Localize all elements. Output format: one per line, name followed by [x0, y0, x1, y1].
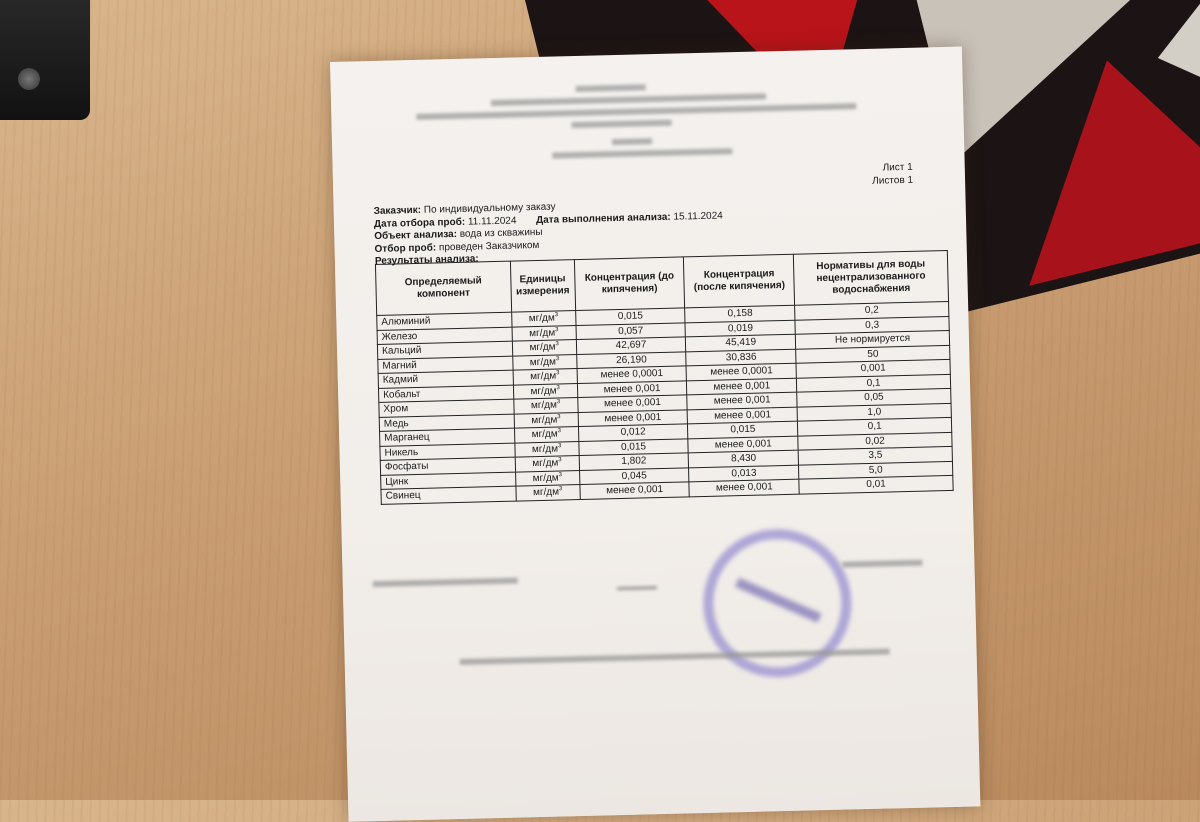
- cell-component: Свинец: [381, 486, 516, 504]
- cell-units: [515, 441, 579, 457]
- cell-before-boiling: менее 0,001: [577, 395, 687, 412]
- cell-units: [511, 311, 575, 327]
- cell-before-boiling: 0,045: [579, 467, 689, 484]
- unit-text: мг/дм: [530, 370, 557, 383]
- cell-before-boiling: 42,697: [576, 337, 686, 354]
- cell-after-boiling: 45,419: [686, 334, 796, 351]
- cell-component: Медь: [379, 414, 514, 432]
- blurred-header-line: [552, 148, 732, 158]
- signature: [616, 568, 657, 590]
- device-knob: [18, 68, 40, 90]
- cell-norm: 0,2: [795, 301, 949, 319]
- cell-before-boiling: 0,057: [576, 322, 686, 339]
- cell-units: [512, 354, 576, 370]
- cell-norm: Не нормируется: [795, 330, 949, 348]
- unit-superscript: 3: [556, 399, 561, 406]
- cell-norm: 0,01: [799, 475, 953, 493]
- blurred-header-line: [416, 103, 856, 120]
- cell-component: Марганец: [380, 428, 515, 446]
- cell-units: [513, 369, 577, 385]
- header-component: Определяемый компонент: [375, 261, 511, 315]
- cell-after-boiling: менее 0,001: [687, 392, 797, 409]
- unit-text: мг/дм: [529, 356, 557, 368]
- cell-units: [515, 470, 579, 486]
- cell-after-boiling: менее 0,001: [688, 436, 798, 453]
- unit-text: мг/дм: [530, 399, 558, 412]
- cell-after-boiling: 0,019: [685, 320, 795, 337]
- cell-before-boiling: менее 0,001: [580, 482, 690, 499]
- cell-before-boiling: 0,015: [578, 438, 688, 455]
- customer-value: По индивидуальному заказу: [423, 201, 556, 216]
- cell-norm: 5,0: [799, 461, 953, 479]
- cell-before-boiling: менее 0,001: [578, 409, 688, 426]
- cell-before-boiling: 0,012: [578, 424, 688, 441]
- unit-superscript: 3: [557, 428, 561, 435]
- unit-text: мг/дм: [529, 327, 556, 339]
- cell-after-boiling: менее 0,001: [688, 407, 798, 424]
- cell-norm: 1,0: [797, 403, 951, 421]
- sampling-value: проведен Заказчиком: [438, 239, 540, 253]
- unit-text: мг/дм: [528, 312, 555, 325]
- cell-norm: 0,001: [796, 359, 950, 377]
- sample-date-label: Дата отбора проб:: [373, 216, 466, 230]
- unit-text: мг/дм: [531, 428, 558, 441]
- cell-norm: 0,3: [795, 316, 949, 334]
- unit-superscript: 3: [556, 370, 560, 377]
- unit-text: мг/дм: [531, 414, 558, 426]
- unit-text: мг/дм: [531, 443, 559, 455]
- cell-after-boiling: менее 0,001: [687, 378, 797, 395]
- cell-units: [515, 456, 579, 472]
- blurred-signer-name: [842, 560, 922, 568]
- cell-norm: 0,05: [797, 388, 951, 406]
- sample-date-value: 11.11.2024: [467, 214, 517, 228]
- cell-component: Железо: [377, 327, 512, 345]
- cell-after-boiling: менее 0,001: [689, 479, 799, 496]
- results-table: [375, 250, 954, 504]
- cell-before-boiling: 1,802: [579, 453, 689, 470]
- cell-component: Никель: [380, 443, 515, 461]
- cell-component: Кальций: [377, 341, 512, 359]
- unit-superscript: 3: [557, 413, 561, 420]
- blurred-header-line: [572, 120, 672, 128]
- cell-before-boiling: менее 0,0001: [577, 366, 687, 383]
- blurred-header-line: [576, 84, 646, 92]
- unit-superscript: 3: [558, 486, 563, 493]
- cell-component: Фосфаты: [380, 457, 515, 475]
- cell-after-boiling: 30,836: [686, 349, 796, 366]
- sheet-number: [872, 161, 913, 188]
- table-body: [377, 301, 953, 503]
- cell-component: Кадмий: [378, 370, 513, 388]
- object-value: вода из скважины: [459, 226, 543, 240]
- unit-superscript: 3: [556, 384, 560, 391]
- sampling-label: Отбор проб:: [374, 241, 437, 255]
- unit-superscript: 3: [558, 457, 562, 464]
- unit-text: мг/дм: [532, 486, 560, 499]
- blurred-header-line: [491, 93, 766, 106]
- header-units: Единицы измерения: [510, 260, 575, 313]
- unit-superscript: 3: [555, 326, 559, 334]
- electronic-device: [0, 0, 90, 120]
- cell-component: Алюминий: [377, 312, 512, 330]
- cell-units: [512, 340, 576, 356]
- cell-after-boiling: 0,013: [689, 465, 799, 482]
- cell-component: Магний: [378, 356, 513, 374]
- cell-norm: 0,1: [798, 417, 952, 435]
- unit-superscript: 3: [558, 471, 563, 478]
- cell-units: [512, 325, 576, 341]
- cell-units: [513, 383, 577, 399]
- results-label: Результаты анализа:: [374, 253, 479, 267]
- cell-component: Кобальт: [378, 385, 513, 403]
- header-before-boiling: Концентрация (до кипячения): [574, 257, 685, 311]
- cell-norm: 0,02: [798, 432, 952, 450]
- unit-superscript: 3: [555, 341, 559, 348]
- cell-after-boiling: 0,158: [685, 305, 795, 322]
- cell-units: [514, 427, 578, 443]
- analysis-date-label: Дата выполнения анализа:: [535, 211, 671, 226]
- cell-component: Хром: [379, 399, 514, 417]
- sheets-total-label: Листов 1: [872, 174, 914, 187]
- blurred-header-line: [612, 138, 652, 145]
- unit-text: мг/дм: [532, 472, 559, 484]
- cell-before-boiling: менее 0,001: [577, 380, 687, 397]
- cell-before-boiling: 26,190: [576, 351, 686, 368]
- unit-text: мг/дм: [529, 341, 556, 354]
- header-norms: Нормативы для воды нецентрализованного водоснабжения: [794, 250, 949, 305]
- cell-after-boiling: менее 0,0001: [686, 363, 796, 380]
- lab-report-sheet: [330, 47, 980, 822]
- cell-after-boiling: 0,015: [688, 421, 798, 438]
- cell-norm: 50: [796, 345, 950, 363]
- cell-after-boiling: 8,430: [689, 450, 799, 467]
- blurred-signer-position: [373, 578, 518, 588]
- cell-before-boiling: 0,015: [575, 308, 685, 325]
- analysis-date-value: 15.11.2024: [673, 209, 723, 223]
- cell-norm: 3,5: [798, 446, 952, 464]
- sheet-label: Лист 1: [882, 161, 913, 174]
- unit-text: мг/дм: [532, 457, 559, 470]
- unit-superscript: 3: [554, 312, 559, 319]
- unit-superscript: 3: [555, 355, 560, 362]
- cell-component: Цинк: [381, 472, 516, 490]
- customer-label: Заказчик:: [373, 204, 422, 217]
- cell-norm: 0,1: [797, 374, 951, 392]
- unit-superscript: 3: [557, 442, 562, 449]
- object-label: Объект анализа:: [374, 228, 458, 242]
- cell-units: [514, 412, 578, 428]
- header-after-boiling: Концентрация (после кипячения): [684, 254, 795, 308]
- unit-text: мг/дм: [530, 385, 557, 397]
- cell-units: [516, 485, 580, 501]
- cell-units: [513, 398, 577, 414]
